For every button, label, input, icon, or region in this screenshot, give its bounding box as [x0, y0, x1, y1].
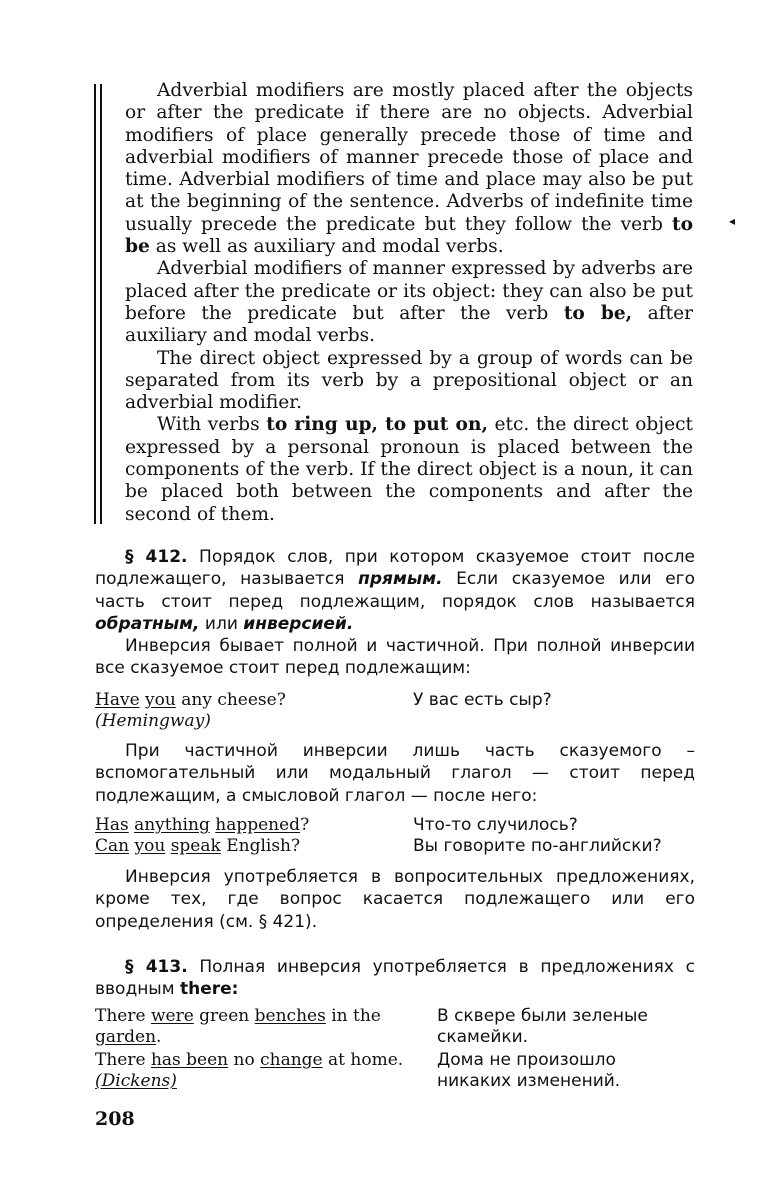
english-paragraph-3: The direct object expressed by a group of words can be separated from its verb by a prepositional object or an adverbial modifier.: [125, 347, 693, 414]
section-412-paragraph-4: Инверсия употребляется в вопросительных предложениях, кроме тех, где вопрос касается подлежащего или его определения (см. § 421).: [95, 867, 695, 932]
section-412-paragraph-3: При частичной инверсии лишь часть сказуемого – вспомогательный или модальный глагол — стоит перед подлежащим, а смысловой глагол — после него:: [95, 741, 695, 806]
english-rule-block: [125, 80, 693, 526]
section-412-paragraph-2: Инверсия бывает полной и частичной. При полной инверсии все сказуемое стоит перед подлежащим:: [95, 636, 695, 679]
section-413-paragraph-1: § 413. Полная инверсия употребляется в предложениях с вводным there:: [95, 957, 695, 1000]
margin-bar: [94, 84, 102, 524]
example-413: There were green benches in the garden. В сквере были зеленые скамейки. There has been no change at home. (Dickens) Дома не произошло никаких изменений.: [95, 1006, 648, 1091]
page-number: 208: [95, 1108, 135, 1130]
example-1: Have you any cheese? У вас есть сыр? (Hemingway): [95, 690, 552, 731]
section-412-paragraph-3-block: [95, 740, 695, 807]
english-paragraph-4: With verbs to ring up, to put on, etc. the direct object expressed by a personal pronoun is placed between the components of the verb. If the direct object is a noun, it can be placed both between the components and after the second of them.: [125, 414, 693, 525]
english-paragraph-1: Adverbial modifiers are mostly placed after the objects or after the predicate if there are no objects. Adverbial modifiers of place generally precede those of time and adverbial modifiers of manner precede those of place and time. Adverbial modifiers of time and place may also be put at the beginning of the sentence. Adverbs of indefinite time usually precede the predicate but they follow the verb to be as well as auxiliary and modal verbs.: [125, 80, 693, 258]
section-412-intro: [95, 546, 695, 680]
section-412-paragraph-4-block: [95, 866, 695, 933]
section-413-intro: [95, 956, 695, 1001]
margin-mark: ◂: [729, 214, 736, 228]
english-paragraph-2: Adverbial modifiers of manner expressed by adverbs are placed after the predicate or its object: they can also be put before the predicate but after the verb to be, after auxiliary and modal verbs.: [125, 258, 693, 347]
example-2-3: Has anything happened? Что-то случилось? Can you speak English? Вы говорите по-английски?: [95, 815, 662, 856]
section-412-paragraph-1: § 412. Порядок слов, при котором сказуемое стоит после подлежащего, называется прямым. Если сказуемое или его часть стоит перед подлежащим, порядок слов называется обратным, или инверсией.: [95, 547, 695, 634]
